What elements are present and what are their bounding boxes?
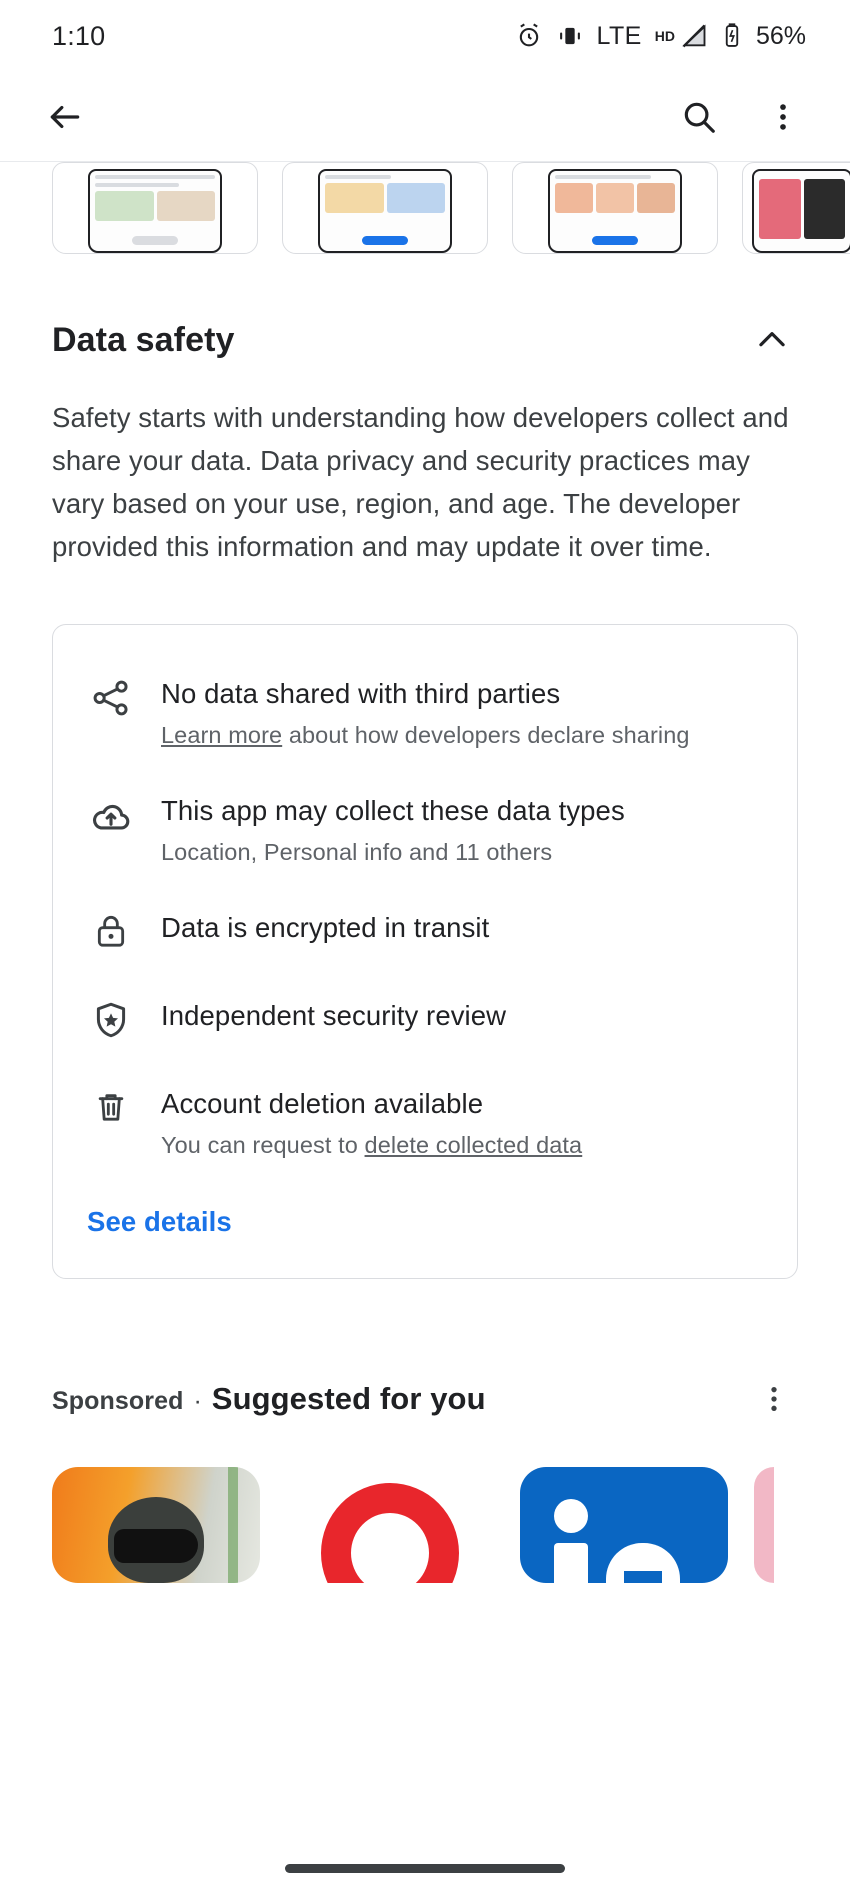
network-type-label: LTE <box>596 21 642 50</box>
back-arrow-icon[interactable] <box>36 88 94 146</box>
data-safety-row-collection <box>87 792 763 869</box>
app-bar <box>0 72 850 162</box>
share-icon <box>87 675 135 723</box>
delete-collected-data-link[interactable]: delete collected data <box>364 1132 583 1158</box>
data-safety-row-deletion <box>87 1085 763 1162</box>
lock-icon <box>87 909 135 957</box>
alarm-icon <box>515 22 543 50</box>
more-vert-icon[interactable] <box>750 1375 798 1423</box>
pubg-app-tile[interactable] <box>52 1467 260 1583</box>
chevron-up-icon[interactable] <box>746 314 798 366</box>
row-title: Data is encrypted in transit <box>161 912 490 943</box>
sponsored-header <box>0 1279 850 1423</box>
vibrate-icon <box>556 22 584 50</box>
row-subtitle <box>161 718 763 752</box>
data-safety-description: Safety starts with understanding how developers collect and share your data. Data privacy and security practices may vary based on your use, region, and age. The developer provided this information and may update it over time. <box>52 402 789 562</box>
more-vert-icon[interactable] <box>754 88 812 146</box>
signal-icon <box>680 22 708 50</box>
screenshot-carousel[interactable] <box>0 162 850 254</box>
status-bar <box>0 0 850 72</box>
shield-star-icon <box>87 997 135 1045</box>
app-bar-actions <box>670 88 812 146</box>
cloud-upload-icon <box>87 792 135 840</box>
learn-more-link[interactable]: Learn more <box>161 722 283 748</box>
data-safety-header[interactable] <box>0 254 850 366</box>
data-safety-row-review <box>87 997 763 1045</box>
hd-badge: HD <box>654 27 675 44</box>
screenshot-thumbnail[interactable] <box>52 162 258 254</box>
search-icon[interactable] <box>670 88 728 146</box>
row-title: No data shared with third parties <box>161 678 561 709</box>
sponsored-label: Sponsored <box>52 1387 184 1415</box>
gesture-navigation-bar[interactable] <box>285 1864 565 1873</box>
screenshot-thumbnail[interactable] <box>512 162 718 254</box>
sponsored-title: Suggested for you <box>211 1381 486 1416</box>
row-title: This app may collect these data types <box>161 795 625 826</box>
screenshot-thumbnail[interactable] <box>742 162 850 254</box>
partial-app-tile[interactable] <box>754 1467 774 1583</box>
trash-icon <box>87 1085 135 1133</box>
row-subtitle-suffix: about how developers declare sharing <box>282 722 690 748</box>
data-safety-row-encryption <box>87 909 763 957</box>
page-title: Data safety <box>52 320 235 359</box>
battery-icon <box>721 22 743 50</box>
row-subtitle <box>161 1128 763 1162</box>
row-title: Account deletion available <box>161 1088 484 1119</box>
separator-dot: · <box>193 1387 202 1415</box>
status-icons <box>515 22 806 51</box>
opera-app-tile[interactable] <box>286 1467 494 1583</box>
row-subtitle-prefix: You can request to <box>161 1132 365 1158</box>
data-safety-card <box>52 624 798 1279</box>
screenshot-thumbnail[interactable] <box>282 162 488 254</box>
status-clock: 1:10 <box>52 20 106 51</box>
row-title: Independent security review <box>161 1000 507 1031</box>
battery-percent: 56% <box>755 21 806 50</box>
data-safety-row-sharing <box>87 675 763 752</box>
linkedin-app-tile[interactable] <box>520 1467 728 1583</box>
see-details-button[interactable]: See details <box>87 1206 232 1237</box>
row-subtitle: Location, Personal info and 11 others <box>161 839 553 865</box>
scroll-content[interactable] <box>0 162 850 1889</box>
suggested-apps-row[interactable] <box>0 1423 850 1583</box>
